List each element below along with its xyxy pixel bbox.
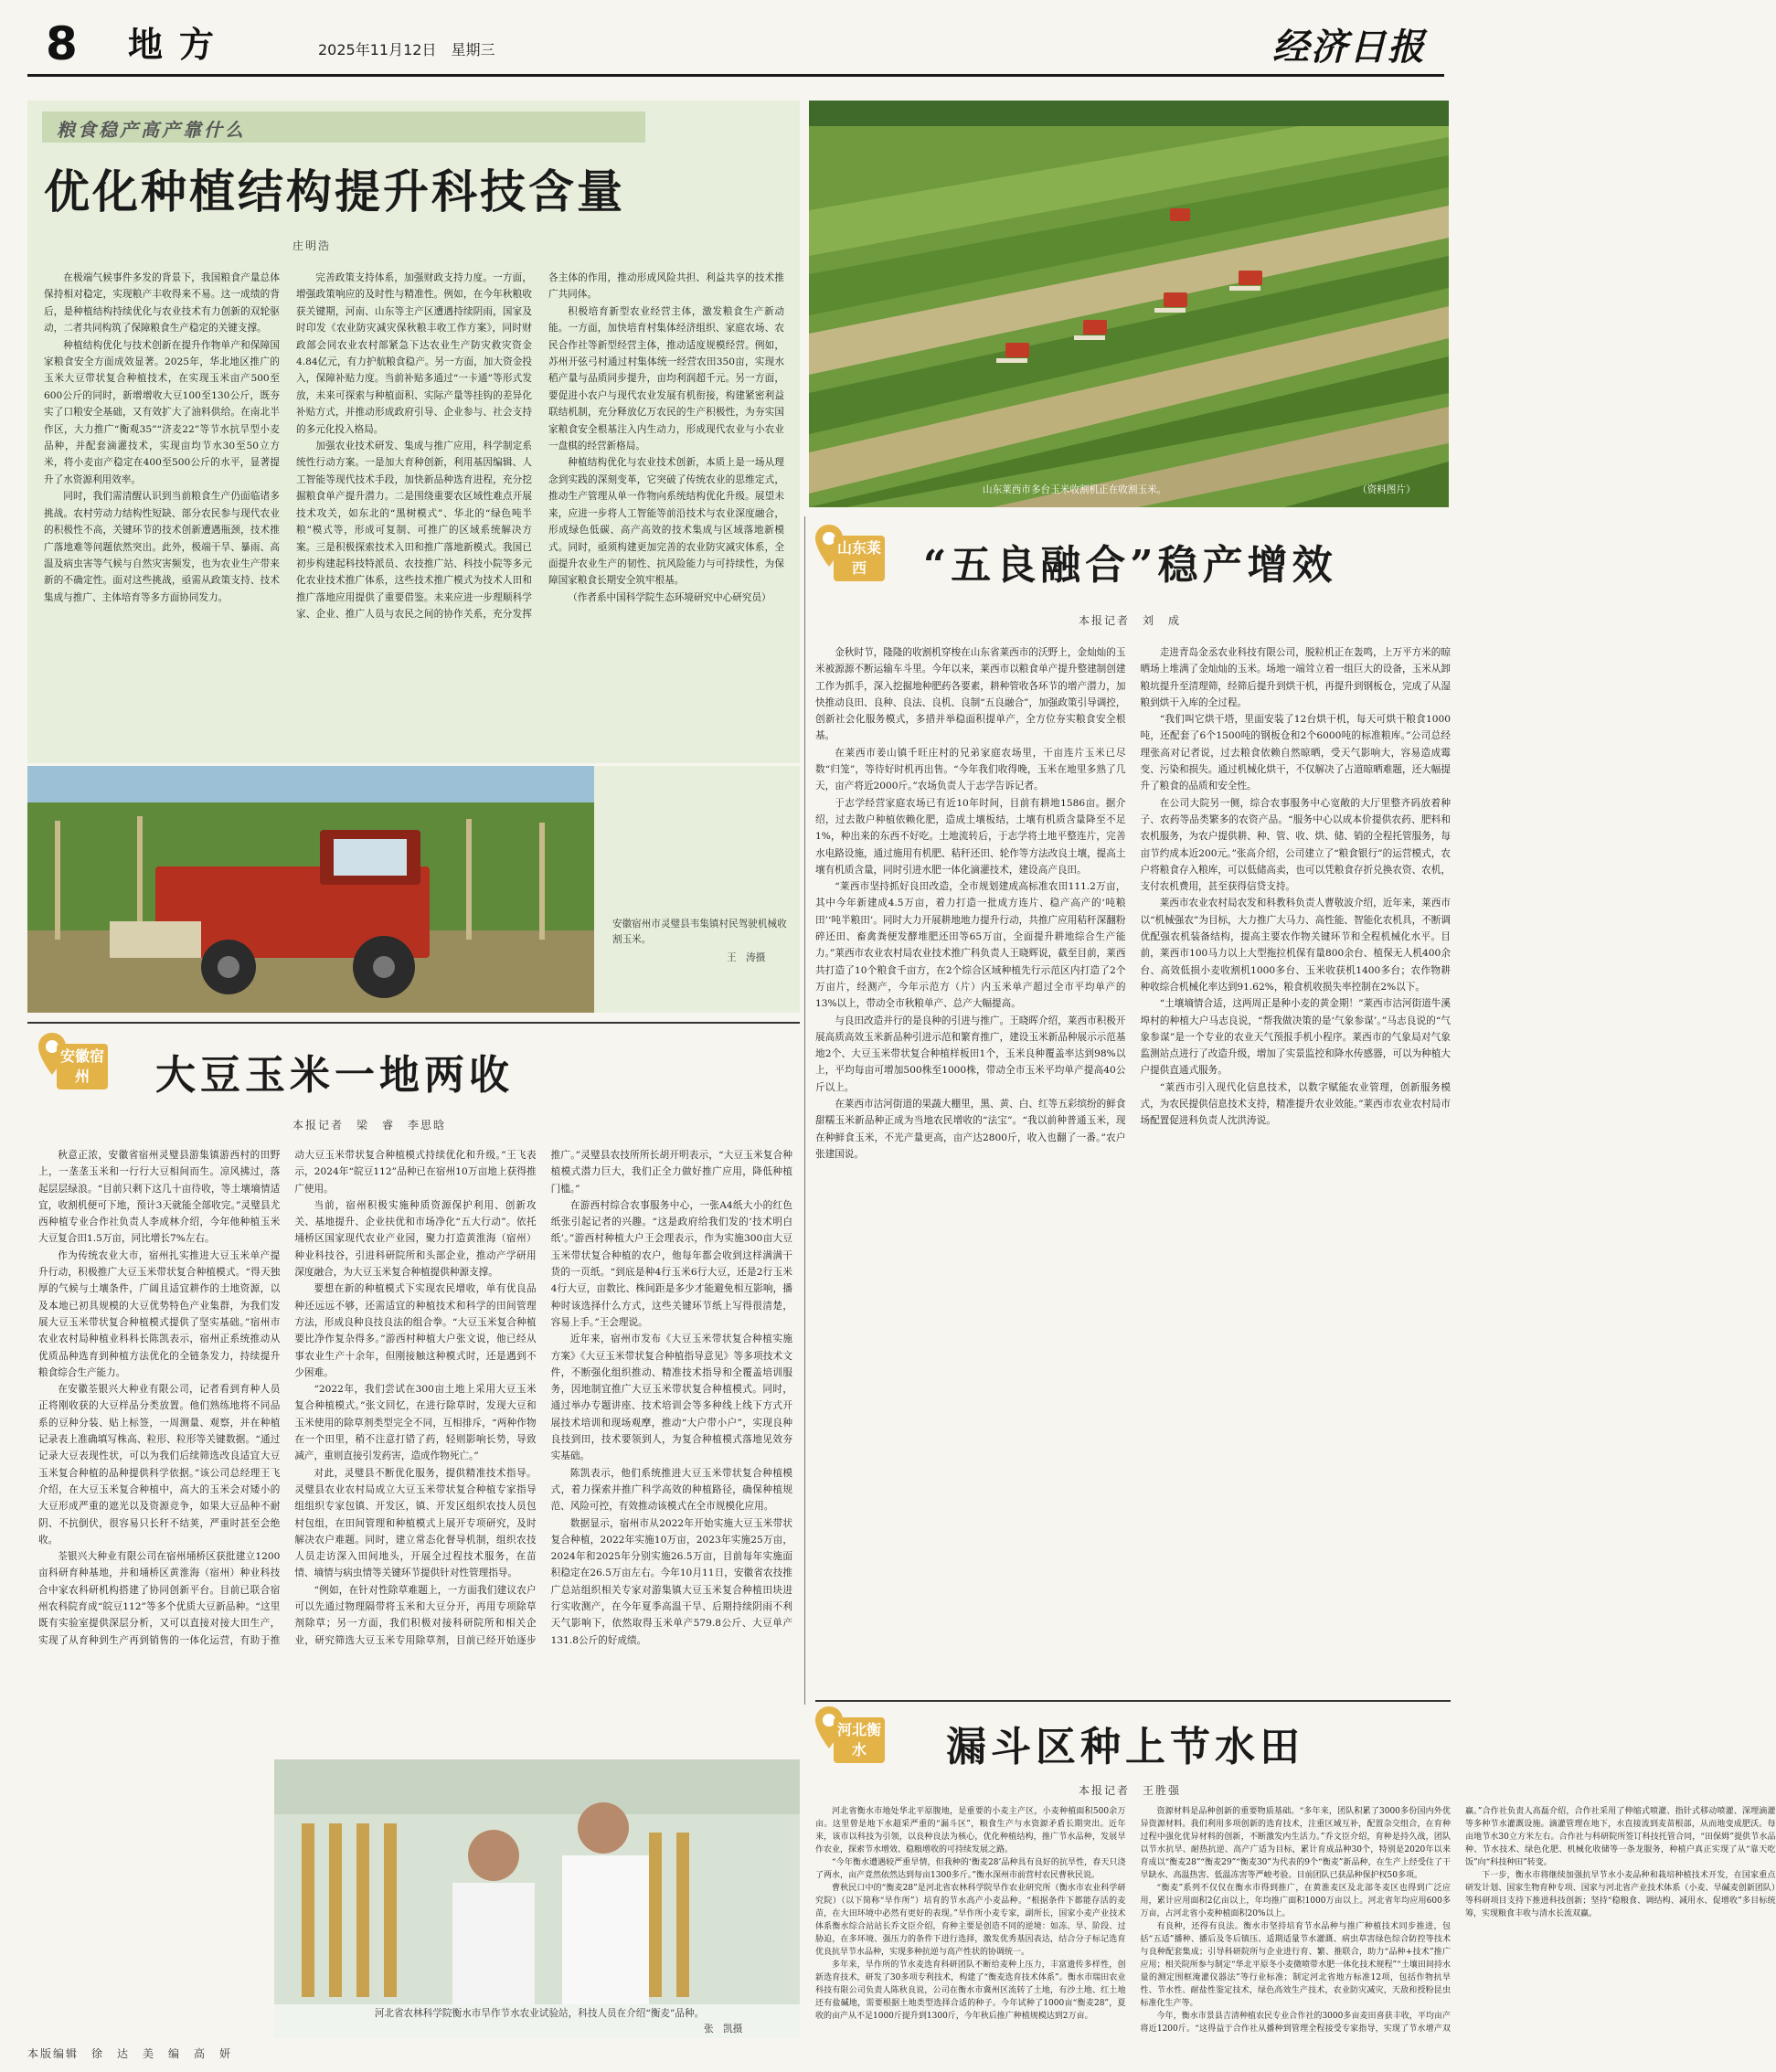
newspaper-logo: 经济日报 xyxy=(1272,26,1426,69)
masthead xyxy=(27,16,1444,77)
paragraph: 莱西市农业农村局农发和科教科负责人曹敬波介绍，近年来，莱西市以“机械强农”为目标，大力推广大马力、高性能、智能化农机具，不断调优配强农机装备结构，提高主要农作物关键环节和全程机械化水平。目前，莱西市100马力以上大型拖拉机保有量800余台、植保无人机400余台、高效低损小麦收割机1000多台、玉米收获机1400多台；农作物耕种收综合机械化率达到91.62%，粮食机收损失率控制在2%以下。 xyxy=(1140,898,1451,993)
main-headline: 优化种植结构提升科技含量 xyxy=(44,165,625,218)
paragraph: 陈凯表示，他们系统推进大豆玉米带状复合种植模式，着力探索并推广科学高效的种植路径，确保种植规范、风险可控，有效推动该模式在全市规模化应用。 xyxy=(550,1467,792,1513)
page-number: 8 xyxy=(46,17,78,70)
photo-harvester xyxy=(27,766,800,1013)
paragraph: “土壤墒情合适，这两周正是种小麦的黄金期！”莱西市沽河街道牛溪埠村的种植大户马志良说，“帮我做决策的是‘气象参谋’。”马志良说的“气象参谋”是一个专业的农业天气预报手机小程序。莱西市的气象局对气象监测站点进行了改造升级，增加了实景监控和降水传感器，可以为种植大户提供直通式服务。 xyxy=(1140,998,1451,1077)
laixi-body xyxy=(815,644,1451,1682)
paragraph: “我们叫它烘干塔，里面安装了12台烘干机，每天可烘干粮食1000吨，还配套了6个1500吨的钢板仓和2个6000吨的标准粮库。”公司总经理张高对记者说，过去粮食依赖自然晾晒，受天气影响大，容易造成霉变、污染和损失。通过机械化烘干，不仅解决了占道晾晒难题，还大幅提升了粮食的品质和安全性。 xyxy=(1140,714,1451,792)
paragraph: “例如，在针对性除草难题上，一方面我们建议农户可以先通过物理隔带将玉米和大豆分开，再用专项除草剂除草；另一方面，我们积极对接科研院所和相关企业，研究筛选大豆玉米专用除草剂，目前已经开始逐步推广。”灵璧县农技所所长胡开明表示，“大豆玉米复合种植模式潜力巨大，我们正全力做好推广应用，降低种植门槛。” xyxy=(294,1150,792,1646)
paragraph: 近年来，宿州市发布《大豆玉米带状复合种植实施方案》《大豆玉米带状复合种植指导意见》等多项技术文件，不断强化组织推动、精准技术指导和全覆盖培训服务，因地制宜推广大豆玉米带状复合种植模式。同时，通过举办专题讲座、技术培训会等多种线上线下方式开展技术培训和现场观摩，推动“大户带小户”，实现良种良技到田，技术要领到人，为复合种植模式落地见效夯实基础。 xyxy=(550,1334,792,1462)
paragraph: “2022年，我们尝试在300亩土地上采用大豆玉米复合种植模式。”张文回忆，在进行除草时，发现大豆和玉米使用的除草剂类型完全不同，互相排斥，“两种作物在一个田里，稍不注意打错了药，轻则影响长势，导致减产，重则直接引发药害，造成作物死亡。” xyxy=(294,1384,537,1462)
laixi-byline: 本报记者 刘 成 xyxy=(1079,614,1182,627)
paragraph: 完善政策支持体系，加强财政支持力度。一方面，增强政策响应的及时性与精准性。例如，在今年秋粮收获关键期，河南、山东等主产区遭遇持续阴雨，国家及时印发《农业防灾减灾保秋粮丰收工作方案》，同时财政部会同农业农村部紧急下达农业生产防灾救灾资金4.84亿元，有力护航粮食稳产。另一方面，加大资金投入，保障补贴力度。当前补贴多通过“一卡通”等形式发放，未来可探索与种植面积、实际产量等挂钩的差异化补贴方式，并推动形成政府引导、企业参与、社会支持的多元化投入格局。 xyxy=(296,272,532,435)
location-badge xyxy=(815,523,887,594)
hengshui-body xyxy=(815,1805,1776,2043)
paragraph: 于志学经营家庭农场已有近10年时间，目前有耕地1586亩。据介绍，过去散户种植依赖化肥，造成土壤板结，土壤有机质含量降至不足1%，种出来的东西不好吃。土地流转后，于志学将土地平整连片，完善水电路设施，通过施用有机肥、秸秆还田、轮作等方法改良土壤，提高土壤有机质含量，同时引进水肥一体化滴灌技术，建设高产良田。 xyxy=(815,797,1126,876)
paragraph: 金秋时节，隆隆的收割机穿梭在山东省莱西市的沃野上，金灿灿的玉米被源源不断运输车斗里。今年以来，莱西市以粮食单产提升整建制创建工作为抓手，深入挖掘地种肥药各要素，耕种管收各环节的增产潜力，加快推动良田、良种、良法、良机、良制“五良融合”，加强政策引导调控，创新社会化服务模式，多措并举稳面积提单产，全方位夯实粮食安全根基。 xyxy=(815,647,1126,742)
paragraph: 在莱西市姜山镇千旺庄村的兄弟家庭农场里，干亩连片玉米已尽数“归笼”，等待好时机再出售。“今年我们收得晚，玉米在地里多熟了几天，亩产将近2000斤。”农场负责人于志学告诉记者。 xyxy=(815,747,1126,792)
location-badge xyxy=(38,1031,110,1102)
paragraph: 在游西村综合农事服务中心，一张A4纸大小的红色纸张引起记者的兴趣。“这是政府给我们发的‘技术明白纸’。”游西村种植大户王会理表示，作为实施300亩大豆玉米带状复合种植的农户，他每年都会收到这样满满干货的一页纸。“到底是种4行玉米6行大豆，还是2行玉米4行大豆，亩数比、株间距是多少才能避免相互影响，播种时该选择什么方式，这些关键环节纸上写得很清楚，容易上手。”王会理说。 xyxy=(550,1199,792,1328)
paragraph: 资源材料是品种创新的重要物质基础。“多年来，团队积累了3000多份国内外优异资源材料。我们利用多项创新的选育技术，注重区域互补，配置杂交组合，在育种过程中强化优异材料的创新，不断激发内生活力。”乔文臣介绍，育种是持久战，团队以节水抗旱、耐热抗逆、高产广适为目标，累计育成品种30个，特别是2020年以来育成以“衡麦28”“衡麦29”“衡麦30”为代表的9个“衡麦”新品种，在生产上经受住了干旱缺水、高温热害、低温冻害等严峻考验。目前团队已获品种保护权50多项。 xyxy=(1140,1807,1451,1880)
section-divider xyxy=(27,1022,800,1024)
paragraph: 作为传统农业大市，宿州扎实推进大豆玉米单产提升行动，积极推广大豆玉米带状复合种植模式。“得天独厚的气候与土壤条件，广阔且适宜耕作的土地资源，以及本地已初具规模的大豆优势特色产业集群，为我们发展大豆玉米带状复合种植模式提供了坚实基础。”宿州市农业农村局种植业科科长陈凯表示，宿州正系统推动从优质品种选育到种植方法优化的全链条发力，持续提升粮食综合生产能力。 xyxy=(38,1249,281,1378)
top-article xyxy=(27,101,800,763)
paragraph: 在安徽荃银兴大种业有限公司，记者看到育种人员正将刚收获的大豆样品分类放置。他们熟练地将不同品系的豆种分装、贴上标签，一周测量、观察，并在种植记录表上准确填写株高、粒形、粒形等关键数据。“通过记录大豆表现性状，可以为我们后续筛选改良适宜大豆玉米复合种植的品种提供科学依据。”该公司总经理王飞介绍，在大豆玉米复合种植中，高大的玉米会对矮小的大豆形成严重的遮光以及资源竞争，如果大豆品种不耐阴、不抗倒伏，很容易只长秆不结荚，严重时甚至会绝收。 xyxy=(38,1384,281,1546)
hengshui-byline: 本报记者 王胜强 xyxy=(1079,1784,1182,1797)
photo-harvest-fields xyxy=(809,101,1449,507)
photo-caption: 河北省农林科学院衡水市旱作节水农业试验站，科技人员在介绍“衡麦”品种。 xyxy=(374,2008,705,2019)
photo-credit: 张 凯摄 xyxy=(704,2024,743,2035)
page-footer-editors: 本版编辑 徐 达 美 编 高 妍 xyxy=(27,2047,233,2060)
column-divider xyxy=(804,516,805,1705)
paragraph: 河北省衡水市地处华北平原腹地，是重要的小麦主产区，小麦种植面积500余万亩。这里曾是地下水超采严重的“漏斗区”，粮食生产与水资源矛盾长期突出。近年来，该市以科技为引领，以良种良法为核心，优化种植结构，推广节水品种，发展旱作农业，探索节水增效、稳粮增收的可持续发展之路。 xyxy=(815,1807,1126,1854)
paragraph: 在公司大院另一侧，综合农事服务中心宽敞的大厅里整齐码放着种子、农药等品类繁多的农资产品。“服务中心以成本价提供农药、肥料和农机服务，为农户提供耕、种、管、收、烘、储、销的全程托管服务，每亩节约成本近200元。”张高介绍，公司建立了“粮食银行”的运营模式，农户将粮食存入粮库，可以低储高卖，也可以凭粮食存折兑换农资、农机，支付农机费用，甚至获得信贷支持。 xyxy=(1140,797,1451,893)
paragraph: 同时，我们需清醒认识到当前粮食生产仍面临诸多挑战。农村劳动力结构性短缺、部分农民参与现代农业的积极性不高，关键环节的技术创新遭遇瓶颈，技术推广落地难等问题依然突出。此外，极端干旱、暴雨、高温及病虫害等气候与自然灾害频发，也为农业生产带来新的不确定性。面对这些挑战，亟需从政策支持、技术集成与推广、主体培育等多方面协同发力。 xyxy=(44,491,280,603)
paragraph: 走进青岛金丞农业科技有限公司，脱粒机正在轰鸣，上万平方米的晾晒场上堆满了金灿灿的玉米。场地一端耸立着一组巨大的设备，玉米从卸粮坑提升至清理筛，经筛后提升到烘干机，再提升到钢板仓，完成了从湿粮到烘干入库的全过程。 xyxy=(1140,647,1451,708)
paragraph: 数据显示，宿州市从2022年开始实施大豆玉米带状复合种植，2022年实施10万亩，2023年实施25万亩，2024年和2025年分别实施26.5万亩，目前每年实施面积稳定在26.5万亩左右。今年10月11日，安徽省农技推广总站组织相关专家对游集镇大豆玉米复合种植田块进行实收测产，在今年夏季高温干旱、后期持续阴雨不利天气影响下，依然取得玉米单产579.8公斤、大豆单产131.8公斤的好成绩。 xyxy=(550,1517,792,1646)
laixi-headline: “五良融合”稳产增效 xyxy=(923,542,1337,589)
paragraph: 种植结构优化与农业技术创新，本质上是一场从理念到实践的深刻变革，它突破了传统农业的思维定式，推动生产管理从单一作物向系统结构优化升级。展望未来，应进一步将人工智能等前沿技术与农业深度融合，形成绿色低碳、高产高效的技术集成与区域落地新模式。同时，亟须构建更加完善的农业防灾减灾体系，全面提升农业生产的韧性、抗风险能力与可持续性，为保障国家粮食长期安全筑牢根基。 xyxy=(548,457,784,587)
suzhou-byline: 本报记者 梁 睿 李思晗 xyxy=(292,1119,447,1132)
photo-credit: 王 涛摄 xyxy=(727,952,766,963)
top-article-byline: 庄明浩 xyxy=(292,239,332,252)
paragraph: 曹秋民口中的“衡麦28”是河北省农林科学院旱作农业研究所（衡水市农业科学研究院）（以下简称“旱作所”）培育的节水高产小麦品种。“根据条件下都能存活的麦苗，在大田环境中必然有更好的表现。”旱作所小麦专家，副所长，国家小麦产业技术体系衡水综合站站长乔文臣介绍，育种主要是创造不同的逆境：如冻、旱、阶段、过胁迫，在多环境、强压力的条件下进行选择，激发优秀基因表达，结合分子标记选育优良抗旱节水品种，实现多种抗逆与高产性状的协调统一。 xyxy=(815,1884,1126,1957)
location-badge xyxy=(815,1705,887,1776)
paragraph: 种植结构优化与技术创新在提升作物单产和保障国家粮食安全方面成效显著。2025年，华北地区推广的玉米大豆带状复合种植技术，在实现玉米亩产500至600公斤的同时，新增增收大豆100至130公斤，既夯实了口粮安全基础，又有效扩大了油料供给。在南北半作区，大力推广“衡观35”“济麦22”等节水抗旱型小麦品种，并配套滴灌技术，实现亩均节水30至50立方米，将小麦亩产稳定在400至500公斤的水平，显著提升了水资源利用效率。 xyxy=(44,339,280,485)
paragraph: 要想在新的种植模式下实现农民增收，单有优良品种还远远不够，还需适宜的种植技术和科学的田间管理方法，形成良种良技良法的组合拳。“大豆玉米复合种植要比净作复杂得多。”游西村种植大户张文说，他已经从事农业生产十余年，但刚接触这种模式时，还是遇到不少困难。 xyxy=(294,1283,537,1378)
publication-date: 2025年11月12日 星期三 xyxy=(318,41,495,58)
section-divider xyxy=(815,1700,1451,1702)
paragraph: 对此，灵璧县不断优化服务，提供精准技术指导。灵璧县农业农村局成立大豆玉米带状复合种植专家指导组组织专家包镇、开发区，镇、开发区组织农技人员包村包组，在田间管理和种植模式上展开专项研究，及时解决农户难题。同时，建立常态化督导机制，组织农技人员走访深入田间地头，开展全过程技术服务，在苗情、墒情与病虫情等关键环节提供针对性管理指导。 xyxy=(294,1467,537,1579)
lab-image xyxy=(274,1759,800,2004)
paragraph: 在极端气候事件多发的背景下，我国粮食产量总体保持相对稳定，实现粮产丰收得来不易。这一成绩的背后，是种植结构持续优化与农业技术有力创新的双轮驱动，二者共同构筑了保障粮食生产稳定的关键支撑。 xyxy=(44,272,280,335)
harvester-image xyxy=(27,766,594,1013)
photo-credit: （资料图片） xyxy=(1357,484,1416,495)
hengshui-headline: 漏斗区种上节水田 xyxy=(946,1724,1304,1770)
photo-lab xyxy=(274,1759,800,2038)
location-label: 河北衡水 xyxy=(834,1717,885,1763)
paragraph: “衡麦”系列不仅仅在衡水市得到推广，在黄淮麦区及北部冬麦区也得到广泛应用，累计应用面积2亿亩以上，年均推广面积1000万亩以上。河北省年均应用600多万亩，占河北省小麦种植面积20%以上。 xyxy=(1140,1884,1451,1918)
paragraph: （作者系中国科学院生态环境研究中心研究员） xyxy=(568,591,771,603)
photo-caption: 山东莱西市多台玉米收割机正在收割玉米。 xyxy=(983,484,1167,495)
paragraph: 荃银兴大种业有限公司在宿州埇桥区获批建立1200亩科研育种基地，并和埇桥区黄淮海（宿州）种业科技合中家农科研机构搭建了协同创新平台。目前已联合宿州农科院育成“皖豆112”等多个优质大豆新品种。“这里既有实验室提供深层分析，又可以直接对接大田生产，实现了从育种到生产再到销售的一体化运营，有助于推动大豆玉米带状复合种植模式持续优化和升级。”王飞表示，2024年“皖豆112”品种已在宿州10万亩地上获得推广使用。 xyxy=(38,1150,537,1646)
paragraph: 当前，宿州积极实施种质资源保护利用、创新攻关、基地提升、企业扶优和市场净化“五大行动”。依托埇桥区国家现代农业产业园，聚力打造黄淮海（宿州）种业科技谷，引进科研院所和头部企业，推动产学研用深度融合，为大豆玉米复合种植提供种源支撑。 xyxy=(294,1199,537,1279)
section-name: 地方 xyxy=(128,25,231,65)
paragraph: 下一步，衡水市将继续加强抗旱节水小麦品种和栽培种植技术开发，在国家重点研发计划、国家生物育种专项、国家与河北省产业技术体系（小麦、旱碱麦创新团队）等科研项目支持下推进科技创新；坚持“稳粮食、调结构、减用水、促增收”多目标统筹，实现粮食丰收与清水长流双赢。 xyxy=(1465,1871,1776,1918)
paragraph: “莱西市坚持抓好良田改造，全市规划建成高标准农田111.2万亩，其中今年新建成4.5万亩，着力打造一批成方连片、稳产高产的‘吨粮田’‘吨半粮田’。同时大力开展耕地地力提升行动，共推广应用秸秆深翻粉碎还田、畜禽粪便发酵堆肥还田等65万亩，全面提升耕地综合生产能力。”莱西市农业农村局农业技术推广科负责人王晓辉说，截至目前，莱西共打造了10个粮食千亩方，在2个综合区域种植先行示范区内打造了2个万亩片，经测产，今年示范方（片）内玉米单产超过全市平均单产的13%以上，带动全市秋粮单产、总产大幅提高。 xyxy=(815,881,1126,1010)
paragraph: 秋意正浓，安徽省宿州灵璧县游集镇游西村的田野上，一垄垄玉米和一行行大豆相间而生。凉风拂过，落起层层绿浪。“目前只剩下这几十亩待收，等土壤墒情适宜，收割机便可下地，预计3天就能全部收完。”灵璧县尤西种植专业合作社负责人李成林介绍，今年他种植玉米大豆复合田1.5万亩，同比增长7%左右。 xyxy=(38,1150,281,1245)
location-label: 安徽宿州 xyxy=(57,1044,108,1089)
location-label: 山东莱西 xyxy=(834,536,885,581)
paragraph: “今年衡水遭遇较严重旱情，但我种的‘衡麦28’品种具有良好的抗旱性，春天只浇了两水，亩产竟然依然达到每亩1300多斤。”衡水深州市前营村农民曹秋民说。 xyxy=(815,1858,1126,1880)
top-article-body xyxy=(44,270,784,759)
suzhou-body xyxy=(38,1147,792,1755)
paragraph: 多年来，旱作所的节水麦选育科研团队不断给麦种上压力，丰富遗传多样性，创新选育技术，研发了30多项专利技术，构建了“衡麦选育技术体系”。衡水市瑞田农业科技有限公司负责人陈秋良说，公司在衡水市冀州区流转了土地，有沙土地、红土地还有盐碱地，需要根据土地类型选择合适的种子。今年试种了1000亩“衡麦28”，夏收的亩产从不足1000斤提升到1300斤，今年秋后推广种植规模达到2万亩。 xyxy=(815,1960,1126,2021)
kicker: 粮食稳产高产靠什么 xyxy=(57,119,246,141)
paragraph: 有良种，还得有良法。衡水市坚持培育节水品种与推广种植技术同步推进，包括“五适”播种、播后及冬后镇压、适期适量节水灌溉、病虫草害绿色综合防控等技术与良种配套集成；引导科研院所与企业进行育、繁、推联合，助力“品种+技术”推广应用；相关院所参与制定“华北平原冬小麦微喷带水肥一体化技术规程”“土壤田间持水量的测定围框淹灌仪器法”等行业标准；制定河北省地方标准12项，包括作物抗旱性、节水性、耐盐性鉴定技术，绿色高效生产技术，农业防灾减灾，天敌和授粉昆虫标准化生产等。 xyxy=(1140,1922,1451,2008)
paragraph: 今年，衡水市景县吉清种植农民专业合作社的3000多亩麦田喜获丰收，平均亩产将近1200斤。“这得益于合作社从播种到管理全程接受专家指导，实现了节水增产双赢。”合作社负责人高磊介绍，合作社采用了伸缩式喷灌、指针式移动喷灌、深埋滴灌等多种节水灌溉设施。滴灌管理在地下，水直接流到麦苗根部，从而地变成肥沃。每亩地节水30立方米左右。合作社与科研院所签订科技托管合同，“田保姆”提供节水品种、节水技术、绿色化肥、机械化收储等一条龙服务，种植户真正实现了从“靠天吃饭”向“科技种田”转变。 xyxy=(1140,1807,1776,2034)
harvest-fields-image xyxy=(809,101,1449,507)
paragraph: 积极培育新型农业经营主体，激发粮食生产新动能。一方面，加快培育村集体经济组织、家庭农场、农民合作社等新型经营主体，推动适度规模经营。例如，苏州开弦弓村通过村集体统一经营农田350亩，实现水稻产量与品质同步提升，亩均利润超千元。另一方面，要促进小农户与现代农业发展有机衔接，构建紧密利益联结机制，充分释放亿万农民的生产积极性，为夯实国家粮食安全根基注入内生动力，形成现代农业与小农业一盘棋的经营新格局。 xyxy=(548,305,784,452)
paragraph: 在莱西市沽河街道的果蔬大棚里，黑、黄、白、红等五彩缤纷的鲜食甜糯玉米新品种正成为当地农民增收的“法宝”。“我以前种普通玉米，现在种鲜食玉米，不光产量更高，亩产达2800斤，收入也翻了一番。”农户张建国说。 xyxy=(815,1099,1126,1160)
paragraph: 与良田改造并行的是良种的引进与推广。王晓晖介绍，莱西市积极开展高质高效玉米新品种引进示范和繁育推广，建设玉米新品种展示示范基地2个、大豆玉米带状复合种植样板田1个，玉米良种覆盖率达到98%以上，平均每亩可增加500株至1000株，带动全市玉米平均单产提高40公斤以上。 xyxy=(815,1015,1126,1093)
suzhou-headline: 大豆玉米一地两收 xyxy=(155,1052,514,1099)
photo-caption: 安徽宿州市灵璧县韦集镇村民驾驶机械收割玉米。 xyxy=(612,919,787,945)
paragraph: 加强农业技术研发、集成与推广应用，科学制定系统性行动方案。一是加大育种创新，利用基因编辑、人工智能等现代技术手段，加快新品种选育进程，充分挖掘粮食单产提升潜力。二是围绕重要农区域性难点开展技术攻关，如东北的“黑树模式”、华北的“绿色吨半粮”模式等，形成可复制、可推广的区域系统解决方案。三是积极探索技术入田和推广落地新模式。我国已初步构建起科技特派员、农技推广站、科技小院等多元化农业技术推广体系，这些技术推广模式为技术人田和推广落地应用提供了重要借鉴。未来应进一步理顺科学家、企业、推广人员与农民之间的协作关系，充分发挥各主体的作用，推动形成风险共担、利益共享的技术推广共同体。 xyxy=(296,272,784,621)
paragraph: “莱西市引入现代化信息技术，以数字赋能农业管理，创新服务模式，为农民提供信息技术支持，精准提升农业效能。”莱西市农业农村局市场配置促进科负责人沈洪涛说。 xyxy=(1140,1081,1451,1127)
kicker-bar xyxy=(42,112,645,143)
